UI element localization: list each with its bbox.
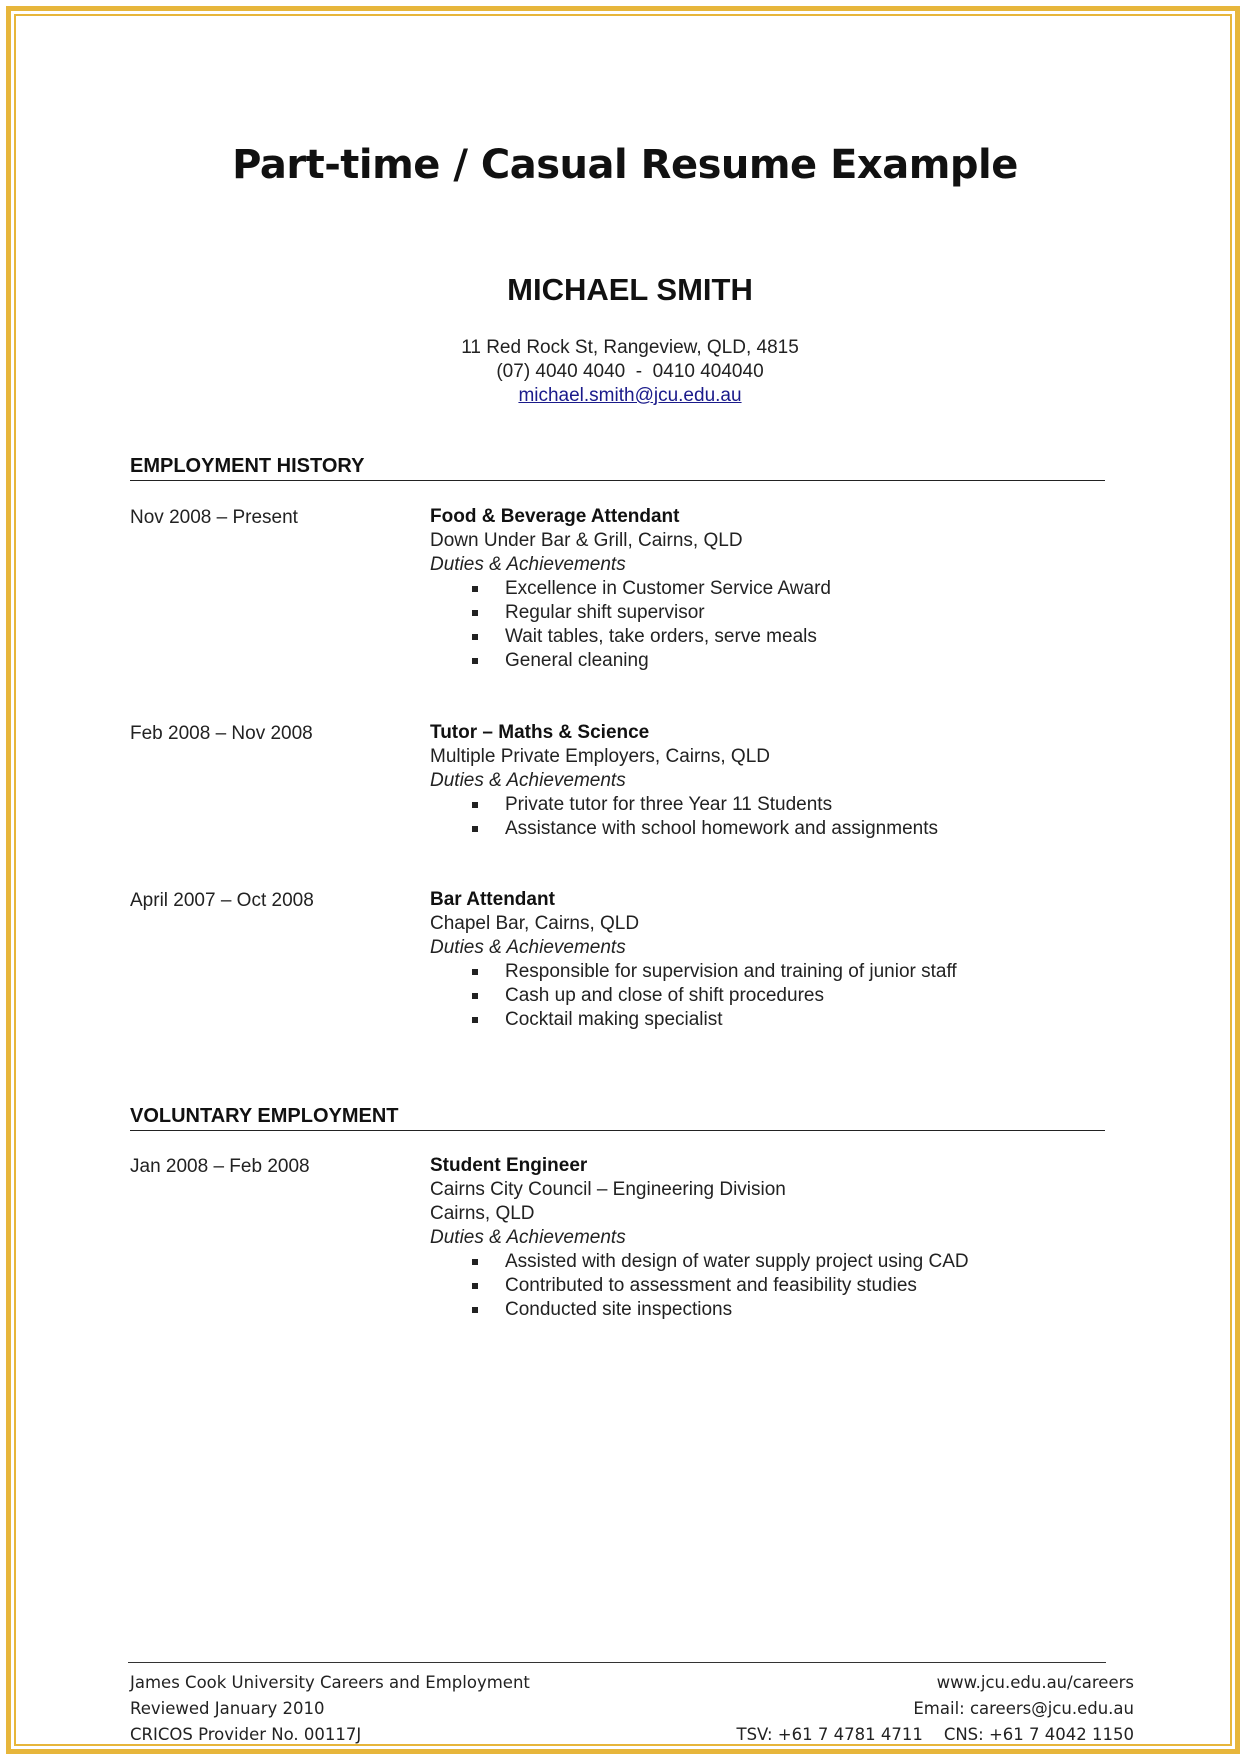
footer-reviewed: Reviewed January 2010 — [130, 1699, 325, 1718]
duties-list — [430, 1250, 969, 1322]
list-item: Wait tables, take orders, serve meals — [430, 625, 831, 649]
job-entry — [430, 505, 831, 673]
duties-label: Duties & Achievements — [430, 770, 626, 791]
job-employer: Down Under Bar & Grill, Cairns, QLD — [430, 530, 743, 551]
footer-cricos: CRICOS Provider No. 00117J — [130, 1725, 362, 1744]
bullet-icon — [472, 1283, 478, 1289]
list-item: Excellence in Customer Service Award — [430, 577, 831, 601]
bullet-icon — [472, 969, 478, 975]
bullet-icon — [472, 610, 478, 616]
list-item: Private tutor for three Year 11 Students — [430, 793, 938, 817]
footer-right — [737, 1670, 1135, 1748]
employment-history-heading: EMPLOYMENT HISTORY — [130, 455, 1105, 481]
duties-label: Duties & Achievements — [430, 554, 626, 575]
footer-email[interactable]: Email: careers@jcu.edu.au — [913, 1699, 1134, 1718]
contact-phone: (07) 4040 4040 - 0410 404040 — [496, 361, 764, 382]
job-employer: Chapel Bar, Cairns, QLD — [430, 913, 640, 934]
footer-divider — [128, 1662, 1106, 1663]
bullet-icon — [472, 586, 478, 592]
footer-website-link[interactable]: www.jcu.edu.au/careers — [936, 1673, 1134, 1692]
list-item: Regular shift supervisor — [430, 601, 831, 625]
job-role: Bar Attendant — [430, 889, 555, 910]
contact-email-link[interactable]: michael.smith@jcu.edu.au — [518, 385, 742, 406]
job-role: Student Engineer — [430, 1155, 588, 1176]
bullet-icon — [472, 1017, 478, 1023]
bullet-icon — [472, 1307, 478, 1313]
footer-organisation: James Cook University Careers and Employment — [130, 1673, 530, 1692]
candidate-name: MICHAEL SMITH — [507, 272, 753, 307]
voluntary-employment-heading: VOLUNTARY EMPLOYMENT — [130, 1105, 1105, 1131]
bullet-icon — [472, 993, 478, 999]
footer-left — [130, 1670, 530, 1748]
footer-phones: TSV: +61 7 4781 4711 CNS: +61 7 4042 1150 — [736, 1725, 1134, 1744]
duties-list — [430, 960, 957, 1032]
duties-label: Duties & Achievements — [430, 937, 626, 958]
job-location: Cairns, QLD — [430, 1203, 535, 1224]
job-entry — [430, 1154, 969, 1322]
list-item: Cash up and close of shift procedures — [430, 984, 957, 1008]
job-entry — [430, 721, 938, 841]
document-title: Part-time / Casual Resume Example — [232, 142, 1018, 188]
contact-address: 11 Red Rock St, Rangeview, QLD, 4815 — [461, 337, 799, 358]
job-employer: Cairns City Council – Engineering Division — [430, 1179, 786, 1200]
job-dates: April 2007 – Oct 2008 — [130, 890, 314, 911]
duties-label: Duties & Achievements — [430, 1227, 626, 1248]
bullet-icon — [472, 1259, 478, 1265]
job-dates: Nov 2008 – Present — [130, 507, 298, 528]
duties-list — [430, 577, 831, 673]
list-item: Cocktail making specialist — [430, 1008, 957, 1032]
duties-list — [430, 793, 938, 841]
list-item: Conducted site inspections — [430, 1298, 969, 1322]
list-item: Responsible for supervision and training of junior staff — [430, 960, 957, 984]
bullet-icon — [472, 658, 478, 664]
job-employer: Multiple Private Employers, Cairns, QLD — [430, 746, 770, 767]
bullet-icon — [472, 802, 478, 808]
job-entry — [430, 888, 957, 1032]
job-dates: Jan 2008 – Feb 2008 — [130, 1156, 310, 1177]
list-item: General cleaning — [430, 649, 831, 673]
list-item: Contributed to assessment and feasibility studies — [430, 1274, 969, 1298]
list-item: Assistance with school homework and assignments — [430, 817, 938, 841]
job-role: Tutor – Maths & Science — [430, 722, 650, 743]
job-role: Food & Beverage Attendant — [430, 506, 680, 527]
list-item: Assisted with design of water supply project using CAD — [430, 1250, 969, 1274]
job-dates: Feb 2008 – Nov 2008 — [130, 723, 313, 744]
bullet-icon — [472, 826, 478, 832]
bullet-icon — [472, 634, 478, 640]
